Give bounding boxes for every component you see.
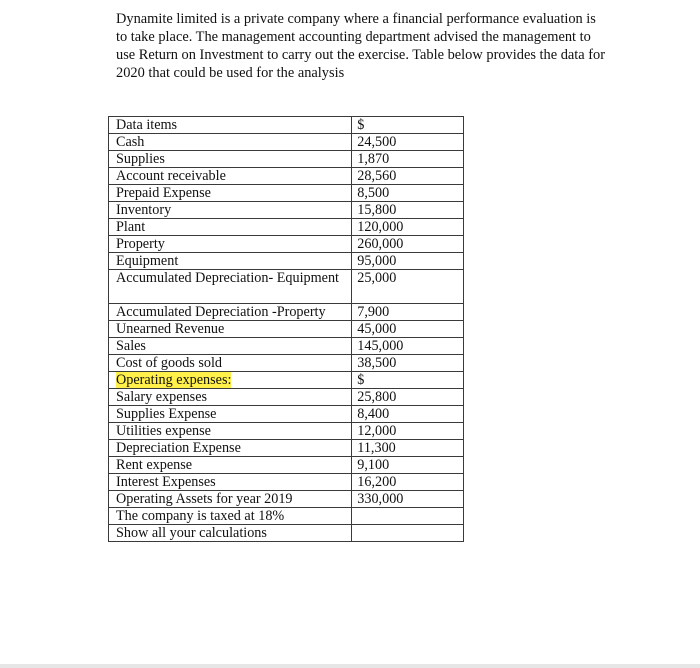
- table-row: [109, 236, 464, 253]
- row-value: 45,000: [352, 321, 464, 338]
- row-label: Interest Expenses: [109, 474, 352, 491]
- row-value: 145,000: [352, 338, 464, 355]
- row-value: 9,100: [352, 457, 464, 474]
- row-label: Equipment: [109, 253, 352, 270]
- row-value: 1,870: [352, 151, 464, 168]
- row-label: Supplies Expense: [109, 406, 352, 423]
- row-value: 24,500: [352, 134, 464, 151]
- table-row: [109, 219, 464, 236]
- row-value: $: [352, 372, 464, 389]
- row-value: 8,500: [352, 185, 464, 202]
- row-value: 15,800: [352, 202, 464, 219]
- row-label: Accumulated Depreciation- Equipment: [109, 270, 352, 304]
- row-label: Accumulated Depreciation -Property: [109, 304, 352, 321]
- table-row: [109, 474, 464, 491]
- row-value: 95,000: [352, 253, 464, 270]
- row-label: Salary expenses: [109, 389, 352, 406]
- row-value: 7,900: [352, 304, 464, 321]
- row-label: Supplies: [109, 151, 352, 168]
- table-row: [109, 185, 464, 202]
- table-row: [109, 270, 464, 304]
- tax-note: The company is taxed at 18%: [109, 508, 352, 525]
- row-label: Operating Assets for year 2019: [109, 491, 352, 508]
- row-value: 25,800: [352, 389, 464, 406]
- highlighted-text: Operating expenses:: [116, 372, 232, 388]
- note-row: [109, 525, 464, 542]
- operating-expenses-label: [109, 372, 352, 389]
- row-value: 11,300: [352, 440, 464, 457]
- header-label: Data items: [109, 117, 352, 134]
- row-value: 330,000: [352, 491, 464, 508]
- table-row: [109, 338, 464, 355]
- row-label: Unearned Revenue: [109, 321, 352, 338]
- intro-paragraph: Dynamite limited is a private company where a financial performance evaluation is to take place. The management accounting department advised the management to use Return on Investment to carry out the exercise. Table below provides the data for 2020 that could be used for the analysis: [116, 11, 606, 81]
- table-row: [109, 423, 464, 440]
- table-row: [109, 202, 464, 219]
- row-value: 12,000: [352, 423, 464, 440]
- table-header-row: [109, 117, 464, 134]
- row-label: Prepaid Expense: [109, 185, 352, 202]
- row-label: Cost of goods sold: [109, 355, 352, 372]
- table-row: [109, 168, 464, 185]
- table-row: [109, 134, 464, 151]
- table-row: [109, 304, 464, 321]
- empty-cell: [352, 525, 464, 542]
- table-row: [109, 491, 464, 508]
- table-row: [109, 406, 464, 423]
- empty-cell: [352, 508, 464, 525]
- row-label: Inventory: [109, 202, 352, 219]
- row-label: Account receivable: [109, 168, 352, 185]
- table-row: [109, 389, 464, 406]
- header-value: $: [352, 117, 464, 134]
- row-label: Depreciation Expense: [109, 440, 352, 457]
- table-row: [109, 253, 464, 270]
- row-value: 25,000: [352, 270, 464, 304]
- row-label: Utilities expense: [109, 423, 352, 440]
- row-label: Property: [109, 236, 352, 253]
- table-row: [109, 355, 464, 372]
- row-label: Rent expense: [109, 457, 352, 474]
- table-row: [109, 440, 464, 457]
- row-value: 120,000: [352, 219, 464, 236]
- table-row: [109, 321, 464, 338]
- row-label: Sales: [109, 338, 352, 355]
- row-value: 8,400: [352, 406, 464, 423]
- table-row: [109, 372, 464, 389]
- row-label: Cash: [109, 134, 352, 151]
- row-value: 16,200: [352, 474, 464, 491]
- row-value: 28,560: [352, 168, 464, 185]
- row-value: 38,500: [352, 355, 464, 372]
- table-row: [109, 457, 464, 474]
- row-value: 260,000: [352, 236, 464, 253]
- calculations-note: Show all your calculations: [109, 525, 352, 542]
- row-label: Plant: [109, 219, 352, 236]
- data-table: [108, 116, 464, 542]
- note-row: [109, 508, 464, 525]
- table-row: [109, 151, 464, 168]
